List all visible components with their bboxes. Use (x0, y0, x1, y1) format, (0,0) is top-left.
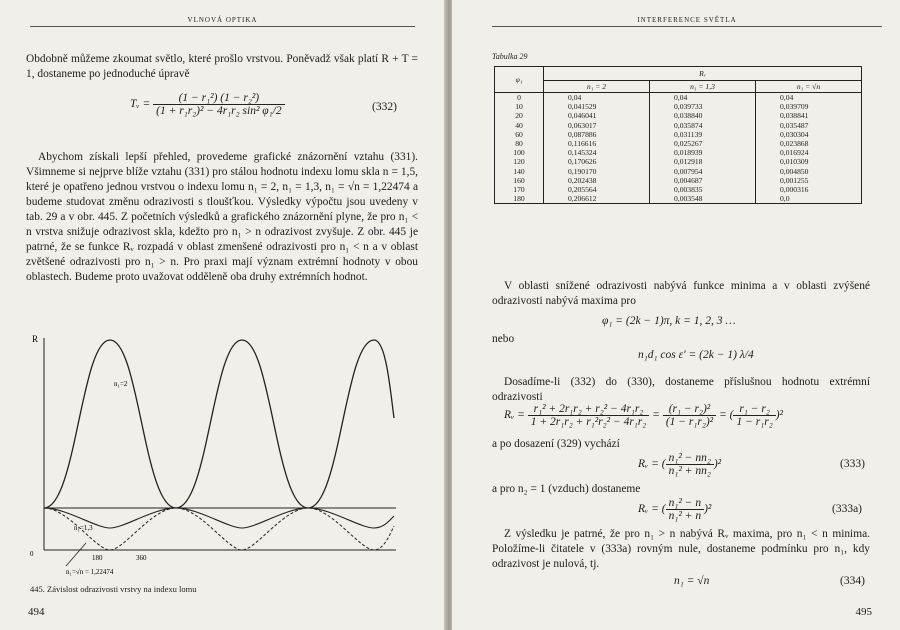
eq333a-lhs: Rᵥ = (638, 503, 659, 516)
table-row (495, 176, 862, 185)
table-cell-value: 0,046041 (544, 111, 650, 120)
x-tick-180: 180 (92, 554, 103, 562)
table-cell-phi: 40 (495, 121, 544, 130)
curve-n1-1-3 (44, 508, 394, 528)
table-cell-phi: 140 (495, 167, 544, 176)
eq-rv-frac-3-num: r₁ − r₂ (733, 403, 775, 416)
table-cell-phi: 20 (495, 111, 544, 120)
table-cell-value: 0,202438 (544, 176, 650, 185)
table-title: Tabulka 29 (492, 52, 528, 61)
eq333a-fraction (666, 497, 704, 522)
curve-label-n1-2: n₁=2 (114, 380, 128, 388)
table-row (495, 157, 862, 166)
leader-line (66, 543, 86, 566)
equation-332 (130, 92, 285, 117)
eq333-number: (333) (840, 458, 865, 470)
table-cell-value: 0,018939 (650, 148, 756, 157)
table-cell-value: 0,145324 (544, 148, 650, 157)
equation-n1d1: n₁d₁ cos ε′ = (2k − 1) λ/4 (638, 349, 754, 361)
table-cell-value: 0,04 (544, 93, 650, 103)
y-axis-label: R (32, 334, 39, 344)
table-cell-phi: 160 (495, 176, 544, 185)
table-cell-value: 0,035874 (650, 121, 756, 130)
page-number-left: 494 (28, 606, 45, 618)
table-cell-value: 0,039733 (650, 102, 756, 111)
eq333a-number: (333a) (832, 503, 863, 515)
equation-rv: Rᵥ = $\frac{\text{r₁² + 2r₁r₂ + r₂² − 4r₁r₂}}{\text{1 + 2r₁r₂ + r₁²r₂² − 4r₁r₂}}$ = $\frac{\text{(r₁ − r₂)²}}{\text{(1 − r₁r₂)²}}$ = ( $\frac{\text{r₁ − r₂}}{\text{1 − r₁r₂}}$ )² (504, 403, 783, 428)
table-cell-value: 0,04 (650, 93, 756, 103)
table-cell-value: 0,038841 (756, 111, 862, 120)
table-cell-phi: 80 (495, 139, 544, 148)
table-header-phi: φ₁ (495, 67, 544, 93)
table-cell-value: 0,087886 (544, 130, 650, 139)
word-nebo: nebo (492, 333, 515, 345)
table-cell-phi: 60 (495, 130, 544, 139)
eq332-denominator: (1 + r₁r₂)² − 4r₁r₂ sin² φ₁/2 (156, 105, 282, 117)
table-cell-value: 0,023868 (756, 139, 862, 148)
table-row (495, 111, 862, 120)
table-cell-value: 0,206612 (544, 194, 650, 204)
table-cell-phi: 180 (495, 194, 544, 204)
table-cell-phi: 170 (495, 185, 544, 194)
table-cell-value: 0,000316 (756, 185, 862, 194)
table-cell-value: 0,063017 (544, 121, 650, 130)
table-subheader-n1-2: n₁ = 2 (544, 81, 650, 93)
body-paragraph: Abychom získali lepší přehled, provedeme grafické znázornění vztahu (331). Všimneme si nejprve blíže vztahu (331) pro stálou hodnotu indexu lomu skla n = 1,5, které je opatřeno jednou vrstvou o indexu lomu n₁ = 2, n₁ = 1,3, n₁ = √n = 1,22474 a budeme studovat změnu odrazivosti s tloušťkou. Výsledky výpočtu jsou uvedeny v tab. 29 a v obr. 445. Z početních výsledků a grafického znázornění plyne, že pro n₁ < n vrstva snižuje odrazivost skla, kdežto pro n₁ > n odrazivost zvyšuje. Z obr. 445 je patrné, že se funkce Rᵥ rozpadá v oblast zmenšené odrazivosti pro n₁ < n a v oblast zvětšené odrazivosti pro n₁ > n. Pro praxi mají význam extrémní hodnoty v obou oblastech. Budeme proto uvažovat odděleně oba druhy extrémních hodnot. (26, 151, 418, 283)
right-page (452, 0, 900, 630)
running-head-right: INTERFERENCE SVĚTLA (492, 16, 882, 27)
table-cell-value: 0,038840 (650, 111, 756, 120)
figure-445 (26, 328, 406, 578)
table-cell-value: 0,031139 (650, 130, 756, 139)
table-row (495, 185, 862, 194)
table-cell-value: 0,035487 (756, 121, 862, 130)
curve-n1-2 (44, 340, 394, 508)
table-cell-value: 0,016924 (756, 148, 862, 157)
running-head-left: VLNOVÁ OPTIKA (30, 16, 415, 27)
table-cell-value: 0,041529 (544, 102, 650, 111)
equation-phi: φ₁ = (2k − 1)π, k = 1, 2, 3 … (602, 315, 736, 327)
table-cell-value: 0,003548 (650, 194, 756, 204)
paragraph-substitute: Dosadíme-li (332) do (330), dostaneme příslušnou hodnotu extrémní odrazivosti (492, 376, 870, 403)
eq333-fraction (666, 452, 714, 477)
table-cell-phi: 120 (495, 157, 544, 166)
eq-rv-lhs: Rᵥ = (504, 409, 525, 422)
table-row (495, 194, 862, 204)
table-cell-value: 0,010309 (756, 157, 862, 166)
curve-n1-sqrt-n (44, 508, 394, 550)
table-cell-value: 0,012918 (650, 157, 756, 166)
equation-333: Rᵥ = ( $\frac{\text{n₁² − nn₂}}{\text{n₁² + nn₂}}$ )² (638, 452, 722, 477)
paragraph-after-329: a po dosazení (329) vychází (492, 438, 620, 450)
table-cell-phi: 0 (495, 93, 544, 103)
table-row (495, 93, 862, 103)
eq333-numerator: n₁² − nn₂ (666, 452, 714, 465)
eq333a-denominator: n₁² + n (668, 510, 702, 522)
table-cell-value: 0,004687 (650, 176, 756, 185)
eq334-number: (334) (840, 575, 865, 587)
table-cell-value: 0,004850 (756, 167, 862, 176)
curve-label-n1-1-3: n₁=1,3 (74, 524, 93, 532)
table-header-rv: Rᵥ (544, 67, 862, 81)
paragraph-air: a pro n₂ = 1 (vzduch) dostaneme (492, 483, 641, 495)
eq332-numerator: (1 − r₁²) (1 − r₂²) (153, 92, 284, 105)
eq-rv-frac-3-den: 1 − r₁r₂ (736, 416, 773, 428)
table-cell-value: 0,190170 (544, 167, 650, 176)
eq-rv-frac-3 (733, 403, 775, 428)
figure-caption: 445. Závislost odrazivosti vrstvy na indexu lomu (30, 584, 197, 594)
table-row (495, 121, 862, 130)
x-tick-0: 0 (30, 550, 34, 558)
eq-rv-frac-1 (528, 403, 650, 428)
eq332-lhs: Tᵥ = (130, 98, 151, 111)
table-cell-phi: 10 (495, 102, 544, 111)
equation-333a: Rᵥ = ( $\frac{\text{n₁² − n}}{\text{n₁² + n}}$ )² (638, 497, 712, 522)
table-row (495, 167, 862, 176)
eq332-fraction (153, 92, 284, 117)
eq333-denominator: n₁² + nn₂ (668, 465, 711, 477)
table-cell-value: 0,116616 (544, 139, 650, 148)
table-cell-value: 0,039709 (756, 102, 862, 111)
eq-rv-frac-2-num: (r₁ − r₂)² (663, 403, 716, 416)
table-body (495, 93, 862, 204)
paragraph-result: Z výsledku je patrné, že pro n₁ > n nabývá Rᵥ maxima, pro n₁ < n minima. Položíme-li čitatele v (333a) rovným nule, dostaneme podmínku pro n₁, kdy odrazivost je nulová, tj. (492, 528, 870, 570)
eq-rv-frac-2-den: (1 − r₁r₂)² (665, 416, 714, 428)
x-tick-360: 360 (136, 554, 147, 562)
table-cell-phi: 100 (495, 148, 544, 157)
eq332-number: (332) (372, 101, 397, 113)
table-cell-value: 0,030304 (756, 130, 862, 139)
curve-label-n1-sqrt-n: n₁=√n = 1,22474 (66, 568, 114, 576)
table-row (495, 130, 862, 139)
table-cell-value: 0,003835 (650, 185, 756, 194)
table-row (495, 102, 862, 111)
table-row (495, 148, 862, 157)
left-page (0, 0, 446, 630)
page-number-right: 495 (855, 606, 872, 618)
eq-rv-frac-2 (663, 403, 716, 428)
table-29 (494, 66, 862, 204)
table-cell-value: 0,205564 (544, 185, 650, 194)
equation-334: n₁ = √n (674, 575, 710, 587)
table-subheader-n1-sqrt-n: n₁ = √n (756, 81, 862, 93)
table-subheader-n1-1-3: n₁ = 1,3 (650, 81, 756, 93)
paragraph-extrema: V oblasti snížené odrazivosti nabývá funkce minima a v oblasti zvýšené odrazivosti nabývá maxima pro (492, 280, 870, 307)
table-row (495, 139, 862, 148)
eq333a-numerator: n₁² − n (666, 497, 704, 510)
intro-paragraph: Obdobně můžeme zkoumat světlo, které prošlo vrstvou. Poněvadž však platí R + T = 1, dostaneme po jednoduché úpravě (26, 53, 418, 80)
table-cell-value: 0,0 (756, 194, 862, 204)
eq-rv-frac-1-den: 1 + 2r₁r₂ + r₁²r₂² − 4r₁r₂ (530, 416, 647, 428)
eq-rv-frac-1-num: r₁² + 2r₁r₂ + r₂² − 4r₁r₂ (528, 403, 650, 416)
table-cell-value: 0,04 (756, 93, 862, 103)
table-cell-value: 0,001255 (756, 176, 862, 185)
table-cell-value: 0,025267 (650, 139, 756, 148)
table-cell-value: 0,170626 (544, 157, 650, 166)
table-cell-value: 0,007954 (650, 167, 756, 176)
eq333-lhs: Rᵥ = (638, 458, 659, 471)
